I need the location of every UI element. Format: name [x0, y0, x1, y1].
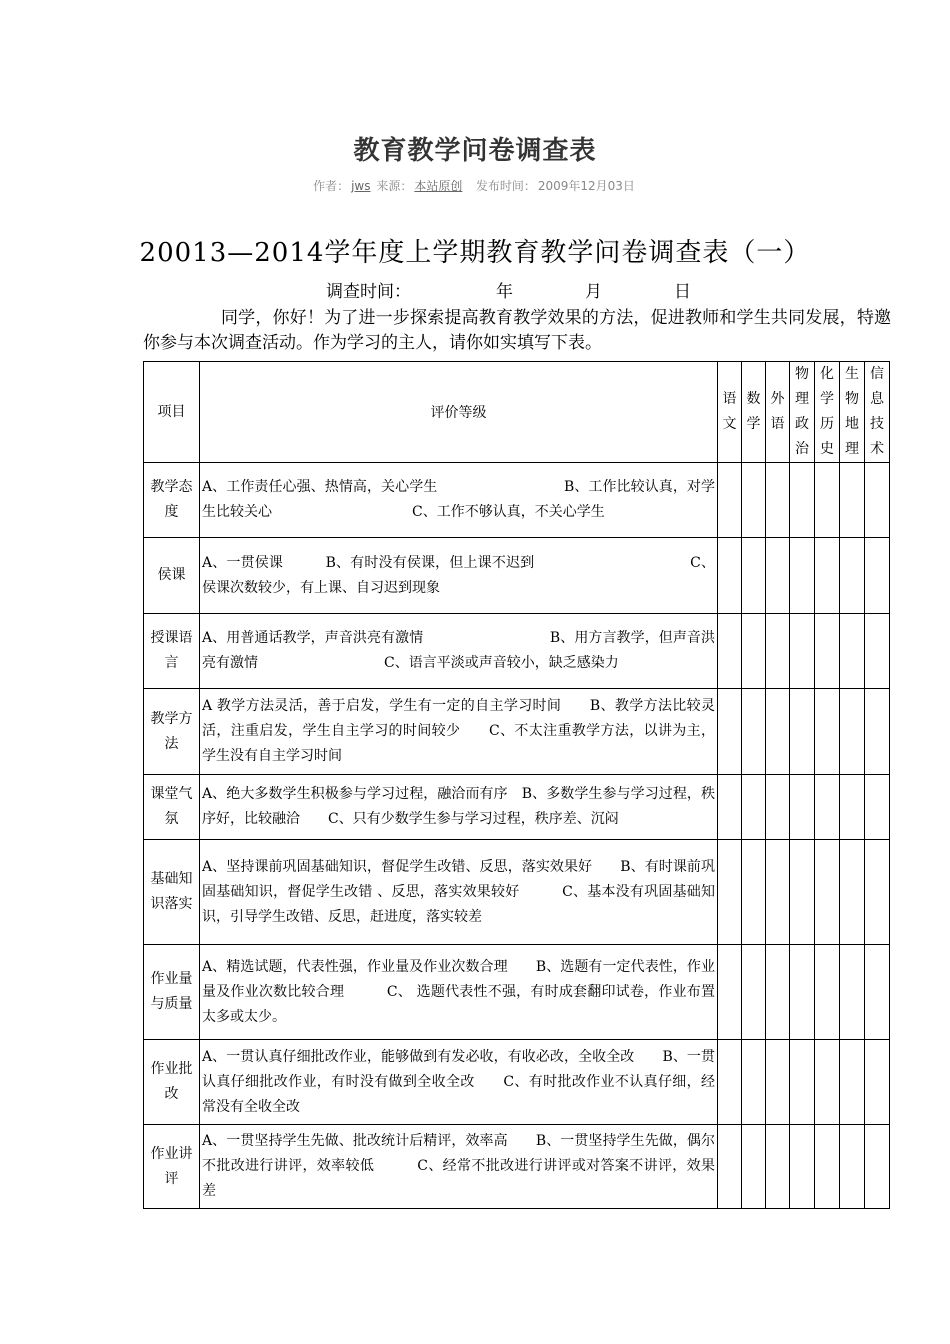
rating-cell[interactable] — [742, 538, 766, 614]
rating-cell[interactable] — [718, 775, 742, 840]
rating-cell[interactable] — [742, 689, 766, 775]
rating-cell[interactable] — [718, 689, 742, 775]
rating-cell[interactable] — [840, 1125, 865, 1209]
document-title: 20013—2014学年度上学期教育教学问卷调查表（一） — [139, 238, 811, 268]
header-subject-it: 信息技术 — [865, 362, 890, 463]
rating-cell[interactable] — [865, 775, 890, 840]
author-label: 作者： — [313, 179, 350, 193]
row-item: 侯课 — [144, 538, 200, 614]
survey-day: 日 — [674, 282, 691, 302]
table-row — [144, 1125, 890, 1209]
intro-paragraph: 同学，你好！为了进一步探索提高教育教学效果的方法，促进教师和学生共同发展，特邀你参与本次调查活动。作为学习的主人，请你如实填写下表。 — [143, 308, 891, 353]
article-title: 教育教学问卷调查表 — [353, 136, 597, 166]
table-header-row — [144, 362, 890, 463]
survey-year: 年 — [496, 282, 513, 302]
rating-cell[interactable] — [766, 538, 790, 614]
header-item: 项目 — [144, 362, 200, 463]
rating-cell[interactable] — [815, 775, 840, 840]
rating-cell[interactable] — [815, 840, 840, 945]
rating-cell[interactable] — [766, 775, 790, 840]
rating-cell[interactable] — [815, 538, 840, 614]
publish-date: 2009年12月03日 — [537, 179, 635, 193]
rating-cell[interactable] — [742, 775, 766, 840]
row-desc: A、工作责任心强、热情高，关心学生 B、工作比较认真，对学生比较关心 C、工作不够认真，不关心学生 — [200, 463, 718, 538]
row-item: 作业批改 — [144, 1040, 200, 1125]
rating-cell[interactable] — [742, 463, 766, 538]
rating-cell[interactable] — [718, 463, 742, 538]
header-grade: 评价等级 — [200, 362, 718, 463]
rating-cell[interactable] — [815, 1125, 840, 1209]
rating-cell[interactable] — [790, 689, 815, 775]
rating-cell[interactable] — [766, 463, 790, 538]
source-label: 来源： — [376, 179, 413, 193]
rating-cell[interactable] — [840, 775, 865, 840]
rating-cell[interactable] — [766, 1125, 790, 1209]
source-link[interactable]: 本站原创 — [414, 179, 463, 193]
rating-cell[interactable] — [718, 1125, 742, 1209]
rating-cell[interactable] — [840, 945, 865, 1040]
row-desc: A、坚持课前巩固基础知识，督促学生改错、反思，落实效果好 B、有时课前巩固基础知识，督促学生改错 、反思，落实效果较好 C、基本没有巩固基础知识，引导学生改错、反思，赶进度，落实较差 — [200, 840, 718, 945]
row-desc: A、用普通话教学，声音洪亮有激情 B、用方言教学，但声音洪亮有激情 C、语言平淡或声音较小，缺乏感染力 — [200, 614, 718, 689]
rating-cell[interactable] — [718, 614, 742, 689]
rating-cell[interactable] — [840, 463, 865, 538]
survey-time — [326, 277, 691, 302]
header-subject-biology-geography: 生物地理 — [840, 362, 865, 463]
survey-time-label: 调查时间： — [326, 282, 411, 302]
row-item: 基础知识落实 — [144, 840, 200, 945]
rating-cell[interactable] — [790, 614, 815, 689]
rating-cell[interactable] — [742, 840, 766, 945]
table-row — [144, 614, 890, 689]
rating-cell[interactable] — [865, 538, 890, 614]
rating-cell[interactable] — [766, 614, 790, 689]
rating-cell[interactable] — [742, 614, 766, 689]
rating-cell[interactable] — [865, 614, 890, 689]
rating-cell[interactable] — [766, 689, 790, 775]
header-subject-physics-politics: 物理政治 — [790, 362, 815, 463]
rating-cell[interactable] — [742, 1125, 766, 1209]
header-subject-chinese: 语文 — [718, 362, 742, 463]
row-item: 授课语言 — [144, 614, 200, 689]
rating-cell[interactable] — [815, 614, 840, 689]
date-label: 发布时间： — [475, 179, 536, 193]
table-row — [144, 840, 890, 945]
rating-cell[interactable] — [766, 1040, 790, 1125]
rating-cell[interactable] — [840, 1040, 865, 1125]
rating-cell[interactable] — [718, 538, 742, 614]
row-item: 作业量与质量 — [144, 945, 200, 1040]
table-row — [144, 1040, 890, 1125]
rating-cell[interactable] — [815, 689, 840, 775]
rating-cell[interactable] — [840, 689, 865, 775]
table-row — [144, 945, 890, 1040]
survey-table — [143, 361, 890, 1209]
row-desc: A、一贯认真仔细批改作业，能够做到有发必收，有收必改，全收全改 B、一贯认真仔细批改作业，有时没有做到全收全改 C、有时批改作业不认真仔细，经常没有全收全改 — [200, 1040, 718, 1125]
rating-cell[interactable] — [865, 463, 890, 538]
table-row — [144, 538, 890, 614]
rating-cell[interactable] — [766, 945, 790, 1040]
rating-cell[interactable] — [742, 945, 766, 1040]
survey-month: 月 — [585, 282, 602, 302]
rating-cell[interactable] — [718, 945, 742, 1040]
row-desc: A、一贯坚持学生先做、批改统计后精评，效率高 B、一贯坚持学生先做，偶尔不批改进行讲评，效率较低 C、经常不批改进行讲评或对答案不讲评，效果差 — [200, 1125, 718, 1209]
row-item: 课堂气氛 — [144, 775, 200, 840]
rating-cell[interactable] — [865, 1040, 890, 1125]
rating-cell[interactable] — [742, 1040, 766, 1125]
table-row — [144, 689, 890, 775]
rating-cell[interactable] — [790, 840, 815, 945]
header-subject-math: 数学 — [742, 362, 766, 463]
rating-cell[interactable] — [840, 614, 865, 689]
row-item: 教学方法 — [144, 689, 200, 775]
rating-cell[interactable] — [840, 840, 865, 945]
row-desc: A、绝大多数学生积极参与学习过程，融洽而有序 B、多数学生参与学习过程，秩序好，比较融洽 C、只有少数学生参与学习过程，秩序差、沉闷 — [200, 775, 718, 840]
rating-cell[interactable] — [790, 1040, 815, 1125]
rating-cell[interactable] — [815, 1040, 840, 1125]
table-row — [144, 463, 890, 538]
article-meta — [0, 177, 950, 194]
rating-cell[interactable] — [815, 945, 840, 1040]
row-desc: A、精选试题，代表性强，作业量及作业次数合理 B、选题有一定代表性，作业量及作业次数比较合理 C、 选题代表性不强，有时成套翻印试卷，作业布置太多或太少。 — [200, 945, 718, 1040]
rating-cell[interactable] — [790, 463, 815, 538]
row-item: 教学态度 — [144, 463, 200, 538]
table-row — [144, 775, 890, 840]
rating-cell[interactable] — [718, 1040, 742, 1125]
row-desc: A 教学方法灵活，善于启发，学生有一定的自主学习时间 B、教学方法比较灵活，注重启发，学生自主学习的时间较少 C、不太注重教学方法，以讲为主，学生没有自主学习时间 — [200, 689, 718, 775]
author-link[interactable]: jws — [351, 179, 371, 193]
rating-cell[interactable] — [865, 1125, 890, 1209]
rating-cell[interactable] — [865, 689, 890, 775]
rating-cell[interactable] — [790, 1125, 815, 1209]
rating-cell[interactable] — [790, 775, 815, 840]
rating-cell[interactable] — [840, 538, 865, 614]
rating-cell[interactable] — [865, 840, 890, 945]
rating-cell[interactable] — [718, 840, 742, 945]
rating-cell[interactable] — [766, 840, 790, 945]
rating-cell[interactable] — [790, 945, 815, 1040]
header-subject-chemistry-history: 化学历史 — [815, 362, 840, 463]
rating-cell[interactable] — [790, 538, 815, 614]
rating-cell[interactable] — [865, 945, 890, 1040]
row-desc: A、一贯侯课 B、有时没有侯课，但上课不迟到 C、侯课次数较少，有上课、自习迟到现象 — [200, 538, 718, 614]
header-subject-foreign-language: 外语 — [766, 362, 790, 463]
row-item: 作业讲评 — [144, 1125, 200, 1209]
rating-cell[interactable] — [815, 463, 840, 538]
